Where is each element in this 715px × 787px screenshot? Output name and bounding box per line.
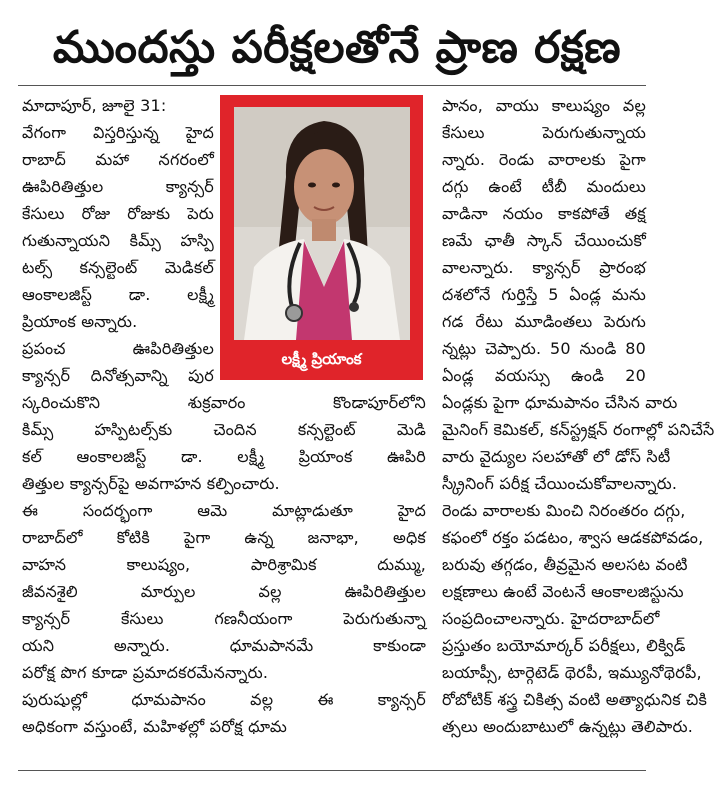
article-line: రాబాద్ మహా నగరంలో [22,150,214,169]
headline-divider [18,85,646,86]
article-line: లక్షణాలు ఉంటే వెంటనే ఆంకాలజిస్టును [442,582,684,601]
article-line: ప్రస్తుతం బయోమార్కర్ పరీక్షలు, లిక్విడ్ [442,636,686,655]
photo-caption: లక్ష్మీ ప్రియాంక [281,350,362,368]
article-line: బరువు తగ్గడం, తీవ్రమైన అలసట వంటి [442,555,688,574]
article-line: వాడినా నయం కాకపోతే తక్ష [442,204,646,223]
photo-frame [220,95,423,380]
article-line: బయాప్సీ, టార్గెటెడ్ థెరపీ, ఇమ్యునోథెరపీ, [442,663,702,682]
article-line: వేగంగా విస్తరిస్తున్న హైద [22,123,214,142]
bottom-divider [18,770,646,771]
article-line: త్సలు అందుబాటులో ఉన్నట్లు తెలిపారు. [442,717,694,736]
article-line: వారు వైద్యుల సలహాతో లో డోస్ సిటీ [442,447,671,466]
article-line: స్కరించుకొని శుక్రవారం కొండాపూర్‌లోని [22,393,426,412]
article-line: క్యాన్సర్ దినోత్సవాన్ని పుర [22,366,214,385]
article-line: దగ్గు ఉంటే టీబీ మందులు [442,177,646,196]
article-line: రోబోటిక్ శస్త్ర చికిత్స వంటి అత్యాధునిక చికి [442,690,708,709]
article-line: గుతున్నాయని కిమ్స్ హస్పి [22,231,214,250]
article-line: ణమే ఛాతీ స్కాన్ చేయించుకో [442,231,646,250]
article-line: దశలోనే గుర్తిస్తే 5 ఏండ్ల మను [442,285,646,304]
article-line: న్నారు. రెండు వారాలకు పైగా [442,150,646,169]
article-line: యని అన్నారు. ధూమపానమే కాకుండా [22,636,426,655]
article-line: రెండు వారాలకు మించి నిరంతరం దగ్గు, [442,501,686,520]
article-line: అధికంగా వస్తుంటే, మహిళల్లో పరోక్ష ధూమ [22,717,287,736]
article-line: వాహన కాలుష్యం, పారిశ్రామిక దుమ్ము, [22,555,426,574]
article-column-right-top [442,92,646,389]
article-column-right-bottom [442,389,715,740]
article-line: క్యాన్సర్ కేసులు గణనీయంగా పెరుగుతున్నా [22,609,426,628]
article-line: కల్ ఆంకాలజిస్ట్ డా. లక్ష్మీ ప్రియాంక ఊపిరి [22,447,426,466]
article-line: పానం, వాయు కాలుష్యం వల్ల [442,96,646,115]
article-line: కిమ్స్ హస్పిటల్స్‌కు చెందిన కన్సల్టెంట్ మెడి [22,420,426,439]
article-line: ఏండ్లకు పైగా ధూమపానం చేసిన వారు [442,393,678,412]
article-line: రాబాద్‌లో కోటికి పైగా ఉన్న జనాభా, అధిక [22,528,426,547]
article-line: స్క్రీనింగ్ పరీక్ష చేయించుకోవాలన్నారు. [442,474,678,493]
article-line: వాలన్నారు. క్యాన్సర్ ప్రారంభ [442,258,646,277]
article-line: ఈ సందర్భంగా ఆమె మాట్లాడుతూ హైద [22,501,426,520]
article-line: ఏండ్ల వయస్సు ఉండి 20 [442,366,646,385]
article-line: ప్రియాంక అన్నారు. [22,312,138,331]
article-line: పరోక్ష పొగ కూడా ప్రమాదకరమేనన్నారు. [22,663,269,682]
article-line: కఫంలో రక్తం పడటం, శ్వాస ఆడకపోవడం, [442,528,704,547]
article-column-left-top [22,92,214,389]
article-line: సంప్రదించాలన్నారు. హైదరాబాద్‌లో [442,609,660,628]
doctor-portrait-illustration [234,107,410,340]
article-line: టల్స్ కన్సల్టెంట్ మెడికల్ [22,258,214,277]
article-line: జీవనశైలి మార్పుల వల్ల ఊపిరితిత్తుల [22,582,426,601]
article-line: మాదాపూర్, జూలై 31: [22,96,167,115]
article-column-left-bottom [22,389,426,740]
article-line: మైనింగ్ కెమికల్, కన్‌స్ట్రక్షన్ రంగాల్లో పనిచేసే [442,420,715,439]
article-line: ప్రపంచ ఊపిరితిత్తుల [22,339,214,358]
article-line: న్నట్లు చెప్పారు. 50 నుండి 80 [442,339,646,358]
portrait-photo [234,107,410,340]
article-line: గడ రేటు మూడింతలు పెరుగు [442,312,646,331]
article-line: తిత్తుల క్యాన్సర్‌పై అవగాహన కల్పించారు. [22,474,280,493]
article-line: పురుషుల్లో ధూమపానం వల్ల ఈ క్యాన్సర్ [22,690,426,709]
article-line: కేసులు పెరుగుతున్నాయ [442,123,646,142]
article-line: ఊపిరితిత్తుల క్యాన్సర్ [22,177,214,196]
article-line: కేసులు రోజు రోజుకు పెరు [22,204,214,223]
headline: ముందస్తు పరీక్షలతోనే ప్రాణ రక్షణ [52,22,622,73]
article-line: ఆంకాలజిస్ట్ డా. లక్ష్మీ [22,285,214,304]
